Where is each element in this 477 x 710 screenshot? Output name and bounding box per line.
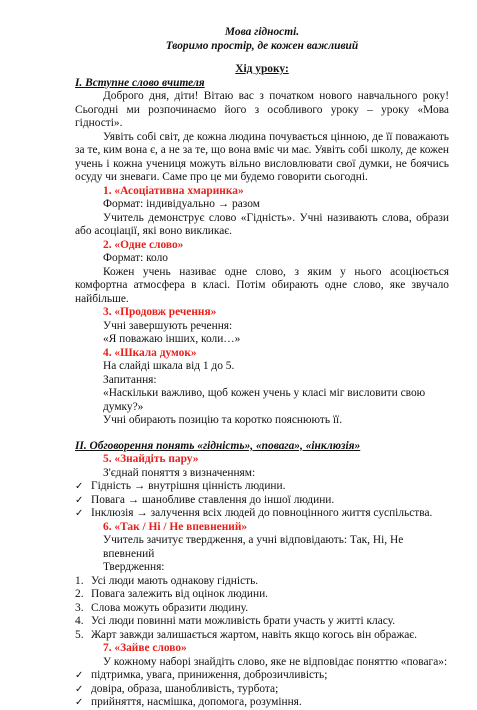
lesson-plan-heading: Хід уроку: xyxy=(235,63,289,75)
activity-4-line-1: На слайді шкала від 1 до 5. xyxy=(103,360,235,372)
list-item: 1. Усі люди мають однакову гідність. xyxy=(75,574,259,587)
activity-5-list xyxy=(75,480,449,521)
activity-3-line-1: Учні завершують речення: xyxy=(103,319,233,332)
activity-3-line-2: «Я поважаю інших, коли…» xyxy=(103,333,241,345)
activity-2-title: 2. «Одне слово» xyxy=(103,238,184,251)
activity-6-label: Твердження: xyxy=(103,561,165,573)
intro-paragraph-2: Уявіть собі світ, де кожна людина почувається цінною, де її поважають за те, ким вона є, а не за те, що вона вміє чи має. Уявіть собі школу, де кожен учень і кожна учениця можуть вільно висловлювати свої думки, не боячись осуду чи зневаги. Саме про це ми будемо говорити сьогодні. xyxy=(75,130,449,183)
activity-3-title: 3. «Продовж речення» xyxy=(103,306,217,318)
document-subtitle: Творимо простір, де кожен важливий xyxy=(165,39,359,52)
section-heading-intro: І. Вступне слово вчителя xyxy=(75,76,205,89)
activity-6-title: 6. «Так / Ні / Не впевнений» xyxy=(103,520,248,533)
check-icon: ✓ xyxy=(75,697,84,708)
activity-4-line-2: Запитання: xyxy=(103,373,157,386)
activity-1-title: 1. «Асоціативна хмаринка» xyxy=(103,184,244,197)
activity-1-text: Учитель демонструє слово «Гідність». Учні називають слова, образи або асоціації, які воно викликає. xyxy=(75,211,449,237)
check-icon: ✓ xyxy=(75,494,84,506)
activity-6-intro: Учитель зачитує твердження, а учні відповідають: Так, Ні, Не впевнений xyxy=(103,534,404,560)
activity-2-text: Кожен учень називає одне слово, з яким у нього асоціюється комфортна атмосфера в класі. Потім обирають одне слово, яке звучало найбільше. xyxy=(75,265,449,305)
activity-4-line-3: «Наскільки важливо, щоб кожен учень у класі міг висловити свою думку?» xyxy=(103,387,426,413)
activity-1-format: Формат: індивідуально → разом xyxy=(103,198,260,210)
list-item: ✓ Гідність → внутрішня цінність людини. xyxy=(75,480,286,492)
list-item: ✓ прийняття, насмішка, допомога, розуміння. xyxy=(75,696,302,708)
intro-paragraph-1: Доброго дня, діти! Вітаю вас з початком нового навчального року! Сьогодні ми розпочинаємо його з особливого уроку – уроку «Мова гідності». xyxy=(75,90,449,129)
list-item: 3. Слова можуть образити людину. xyxy=(75,601,249,614)
section-heading-concepts: ІІ. Обговорення понять «гідність», «повага», «інклюзія» xyxy=(75,439,361,452)
activity-7-list xyxy=(75,669,449,710)
list-item: ✓ Інклюзія → залучення всіх людей до повноцінного життя суспільства. xyxy=(75,507,433,519)
check-icon: ✓ xyxy=(75,508,84,519)
activity-7-intro: У кожному наборі знайдіть слово, яке не відповідає поняттю «повага»: xyxy=(103,655,448,668)
check-icon: ✓ xyxy=(75,670,84,681)
check-icon: ✓ xyxy=(75,481,84,492)
activity-4-title: 4. «Шкала думок» xyxy=(103,346,197,359)
list-item: ✓ довіра, образа, шанобливість, турбота; xyxy=(75,682,279,695)
list-item: ✓ підтримка, увага, приниження, доброзичливість; xyxy=(75,669,328,681)
activity-5-intro: З'єднай поняття з визначенням: xyxy=(103,466,256,479)
activity-6-list xyxy=(75,575,449,643)
check-icon: ✓ xyxy=(75,683,84,695)
list-item: 4. Усі люди повинні мати можливість брати участь у житті класу. xyxy=(75,615,396,627)
list-item: 2. Повага залежить від оцінок людини. xyxy=(75,588,269,600)
list-item: ✓ Повага → шанобливе ставлення до іншої людини. xyxy=(75,493,335,506)
activity-2-format: Формат: коло xyxy=(103,252,168,264)
activity-7-title: 7. «Зайве слово» xyxy=(103,642,187,654)
activity-4-line-4: Учні обирають позицію та коротко пояснюють її. xyxy=(103,414,343,426)
activity-5-title: 5. «Знайдіть пару» xyxy=(103,453,199,465)
list-item: 5. Жарт завжди залишається жартом, навіть якщо когось він ображає. xyxy=(75,628,418,641)
document-title: Мова гідності. xyxy=(224,26,300,38)
